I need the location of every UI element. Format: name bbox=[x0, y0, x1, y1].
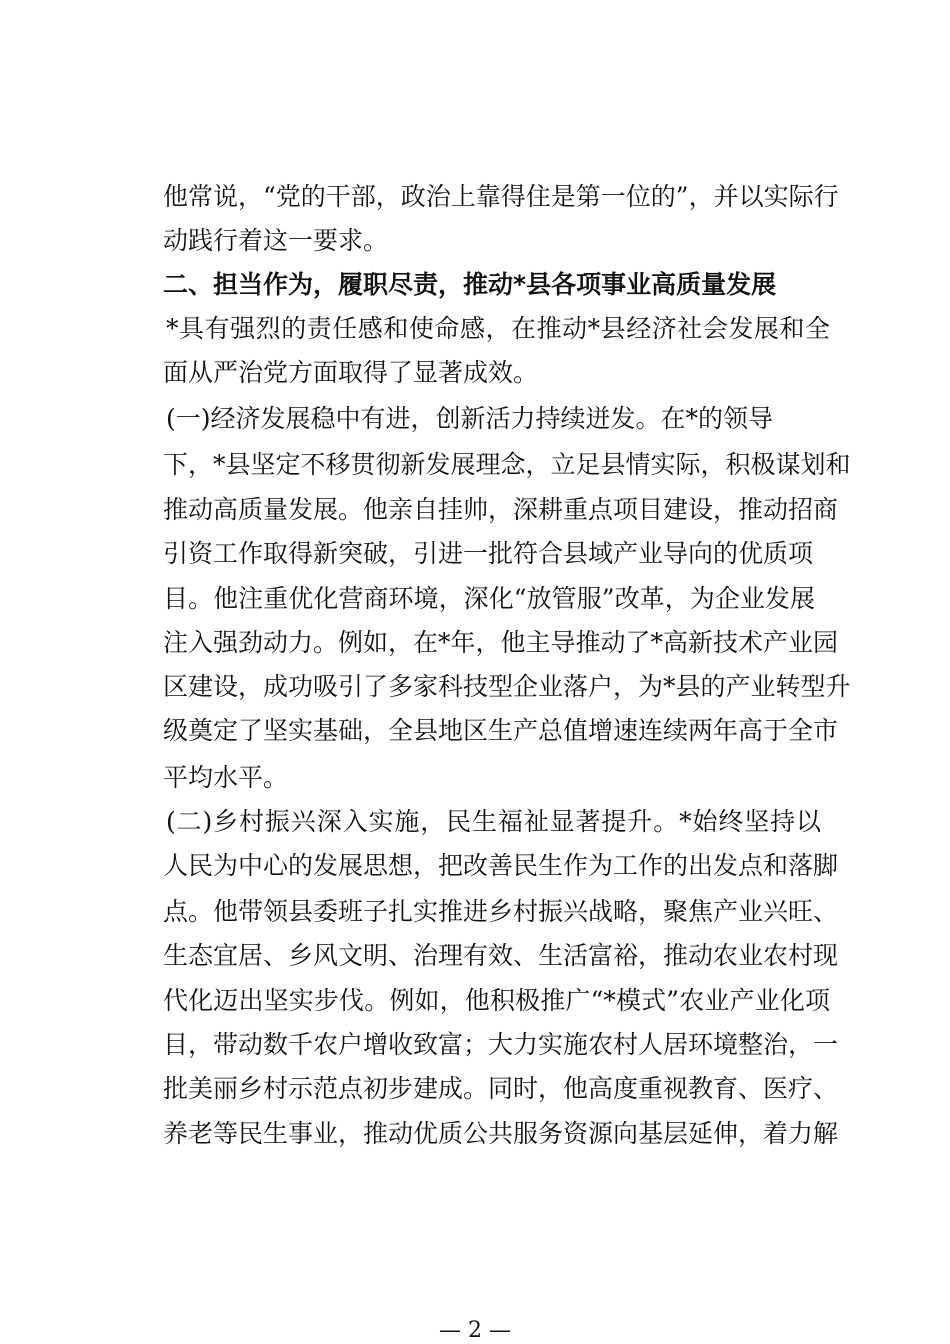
body-text-line: 批美丽乡村示范点初步建成。同时，他高度重视教育、医疗、 bbox=[163, 1074, 839, 1103]
body-text-line: 目。他注重优化营商环境，深化“放管服”改革，为企业发展 bbox=[163, 584, 815, 613]
page-number: — 2 — bbox=[439, 1318, 511, 1343]
body-text-line: *具有强烈的责任感和使命感，在推动*县经济社会发展和全 bbox=[166, 314, 830, 343]
body-text-line: 目，带动数千农户增收致富；大力实施农村人居环境整治，一 bbox=[163, 1030, 839, 1059]
body-text-line: 平均水平。 bbox=[163, 763, 289, 792]
body-text-line: 点。他带领县委班子扎实推进乡村振兴战略，聚焦产业兴旺、 bbox=[163, 897, 839, 926]
body-text-line: 引资工作取得新突破，引进一批符合县域产业导向的优质项 bbox=[163, 539, 814, 568]
body-text-line: 级奠定了坚实基础，全县地区生产总值增速连续两年高于全市 bbox=[163, 716, 839, 745]
body-text-line: 生态宜居、乡风文明、治理有效、生活富裕，推动农业农村现 bbox=[163, 941, 839, 970]
subsection-lead-line: (二)乡村振兴深入实施，民生福祉显著提升。*始终坚持以 bbox=[166, 807, 821, 836]
body-text-line: 推动高质量发展。他亲自挂帅，深耕重点项目建设，推动招商 bbox=[163, 495, 839, 524]
body-text-line: 注入强劲动力。例如，在*年，他主导推动了*高新技术产业园 bbox=[163, 628, 839, 657]
section-heading: 二、担当作为，履职尽责，推动*县各项事业高质量发展 bbox=[163, 270, 777, 299]
body-text-line: 面从严治党方面取得了显著成效。 bbox=[163, 358, 539, 387]
subsection-lead-line: (一)经济发展稳中有进，创新活力持续迸发。在*的领导 bbox=[166, 404, 774, 433]
body-text-line: 下，*县坚定不移贯彻新发展理念，立足县情实际，积极谋划和 bbox=[163, 450, 851, 479]
body-text-line: 区建设，成功吸引了多家科技型企业落户，为*县的产业转型升 bbox=[163, 672, 851, 701]
body-text-line: 人民为中心的发展思想，把改善民生作为工作的出发点和落脚 bbox=[163, 851, 839, 880]
body-text-line: 他常说，“党的干部，政治上靠得住是第一位的”，并以实际行 bbox=[163, 182, 839, 211]
body-text-line: 代化迈出坚实步伐。例如，他积极推广“*模式”农业产业化项 bbox=[163, 986, 830, 1015]
body-text-line: 养老等民生事业，推动优质公共服务资源向基层延伸，着力解 bbox=[163, 1119, 839, 1148]
body-text-line: 动践行着这一要求。 bbox=[163, 226, 389, 255]
